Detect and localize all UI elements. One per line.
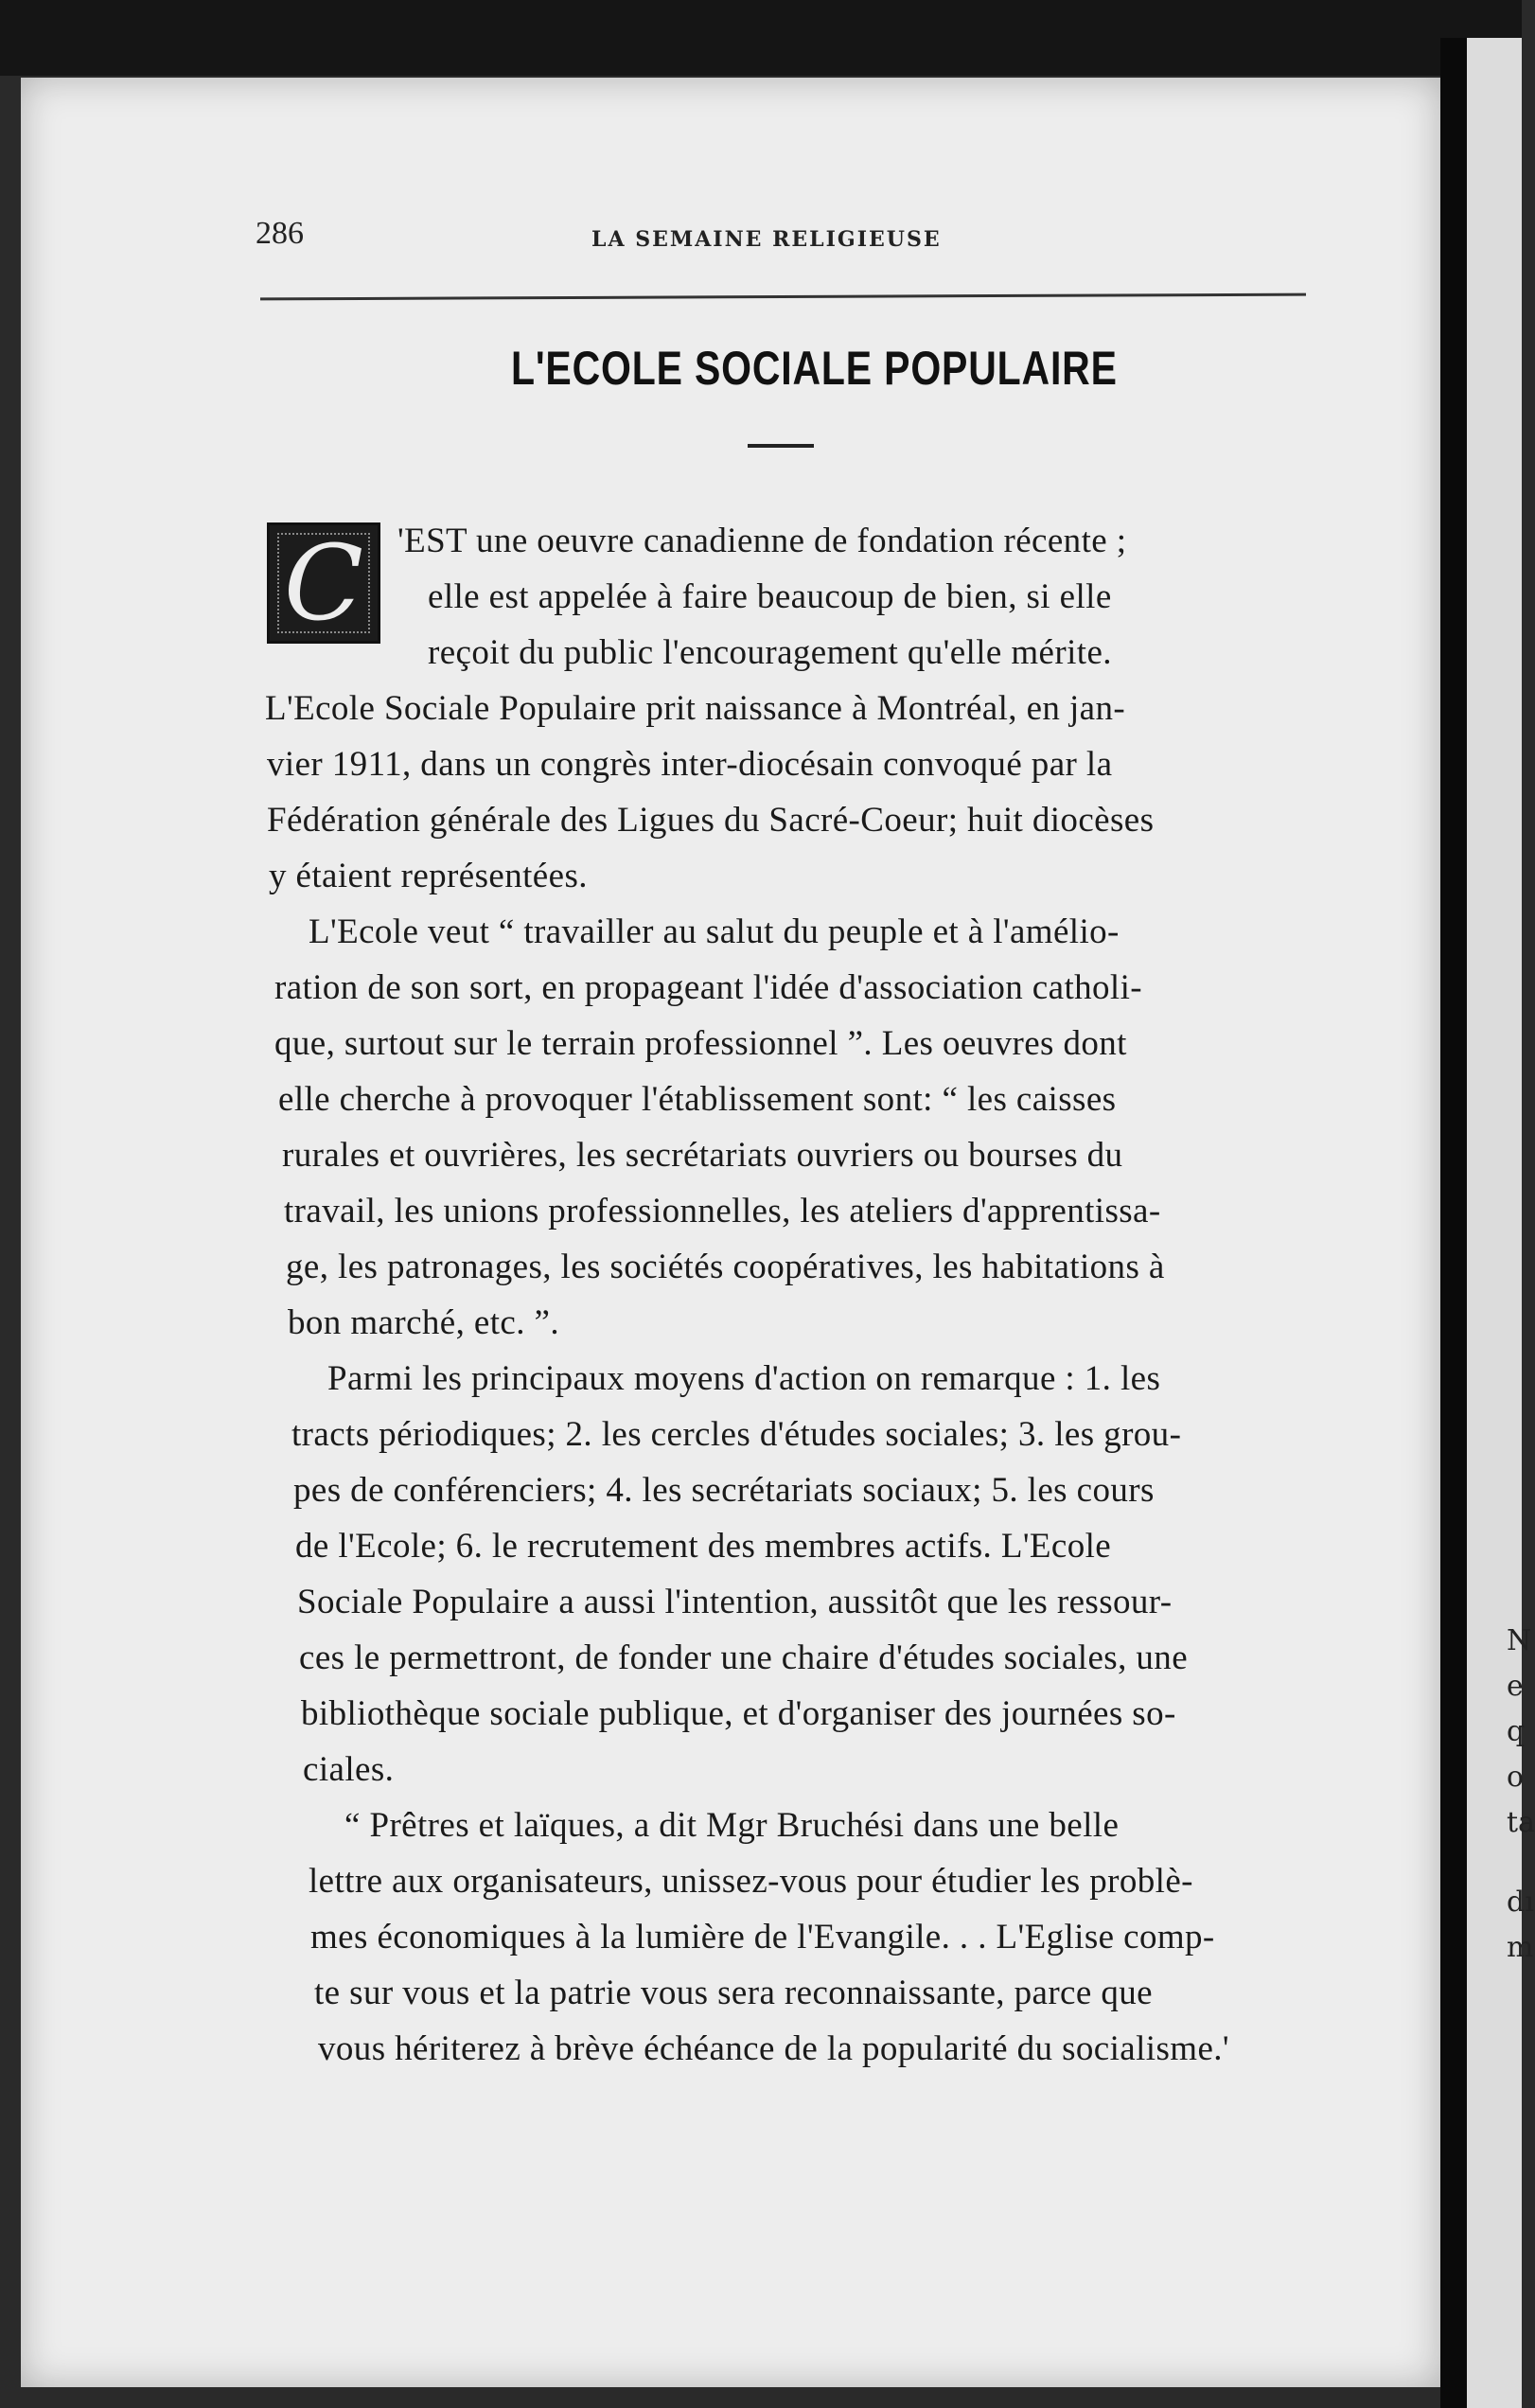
book-gutter [1440, 38, 1467, 2408]
text-line: mes économiques à la lumière de l'Evangile. . . L'Eglise comp- [310, 1918, 1215, 1956]
scan-border-top [0, 0, 1522, 76]
text-line: Sociale Populaire a aussi l'intention, aussitôt que les ressour- [297, 1583, 1173, 1621]
text-line: que, surtout sur le terrain professionnel ”. Les oeuvres dont [274, 1024, 1127, 1063]
text-line: tracts périodiques; 2. les cercles d'études sociales; 3. les grou- [291, 1415, 1182, 1454]
adjacent-fragment: q [1507, 1715, 1526, 1748]
text-line: elle cherche à provoquer l'établissement sont: “ les caisses [278, 1080, 1117, 1119]
text-line: y étaient représentées. [269, 857, 588, 895]
text-line: de l'Ecole; 6. le recrutement des membres actifs. L'Ecole [295, 1527, 1112, 1566]
text-line: lettre aux organisateurs, unissez-vous pour étudier les problè- [309, 1862, 1193, 1901]
text-line: te sur vous et la patrie vous sera reconnaissante, parce que [314, 1974, 1153, 2012]
adjacent-page-edge [1467, 38, 1522, 2408]
text-line: 'EST une oeuvre canadienne de fondation récente ; [397, 522, 1127, 560]
text-line: L'Ecole Sociale Populaire prit naissance à Montréal, en jan- [265, 689, 1126, 728]
text-line: ge, les patronages, les sociétés coopératives, les habitations à [286, 1248, 1165, 1286]
drop-cap-letter: C [283, 522, 364, 644]
text-line: ciales. [303, 1750, 395, 1789]
text-line: vous hériterez à brève échéance de la popularité du socialisme.' [318, 2029, 1229, 2068]
ornamental-drop-cap [267, 522, 380, 644]
adjacent-fragment: N [1507, 1624, 1532, 1657]
text-line: bibliothèque sociale publique, et d'organiser des journées so- [301, 1694, 1176, 1733]
text-line: “ Prêtres et laïques, a dit Mgr Bruchési dans une belle [344, 1806, 1120, 1845]
adjacent-fragment: dı [1507, 1886, 1534, 1919]
text-line: Parmi les principaux moyens d'action on remarque : 1. les [327, 1359, 1161, 1398]
page-header [256, 216, 1306, 273]
text-line: vier 1911, dans un congrès inter-diocésain convoqué par la [267, 745, 1113, 784]
text-line: ration de son sort, en propageant l'idée d'association catholi- [274, 968, 1143, 1007]
adjacent-fragment: e [1507, 1670, 1524, 1703]
text-line: Fédération générale des Ligues du Sacré-Coeur; huit diocèses [267, 801, 1155, 840]
text-line: rurales et ouvrières, les secrétariats ouvriers ou bourses du [282, 1136, 1123, 1175]
text-line: elle est appelée à faire beaucoup de bien, si elle [428, 577, 1112, 616]
text-line: pes de conférenciers; 4. les secrétariats sociaux; 5. les cours [293, 1471, 1155, 1510]
text-line: ces le permettront, de fonder une chaire d'études sociales, une [299, 1638, 1189, 1677]
title-rule [748, 444, 814, 448]
adjacent-page-text [1507, 1619, 1535, 1971]
adjacent-fragment: m [1507, 1931, 1534, 1964]
adjacent-fragment: ta [1507, 1806, 1535, 1839]
page-number: 286 [256, 216, 304, 251]
running-head: LA SEMAINE RELIGIEUSE [591, 227, 942, 252]
text-line: bon marché, etc. ”. [288, 1303, 560, 1342]
text-line: L'Ecole veut “ travailler au salut du peuple et à l'amélio- [309, 912, 1120, 951]
text-line: travail, les unions professionnelles, les ateliers d'apprentissa- [284, 1192, 1161, 1231]
adjacent-fragment: o [1507, 1761, 1525, 1794]
text-line: reçoit du public l'encouragement qu'elle mérite. [428, 633, 1112, 672]
article-title: L'ECOLE SOCIALE POPULAIRE [511, 342, 1118, 395]
